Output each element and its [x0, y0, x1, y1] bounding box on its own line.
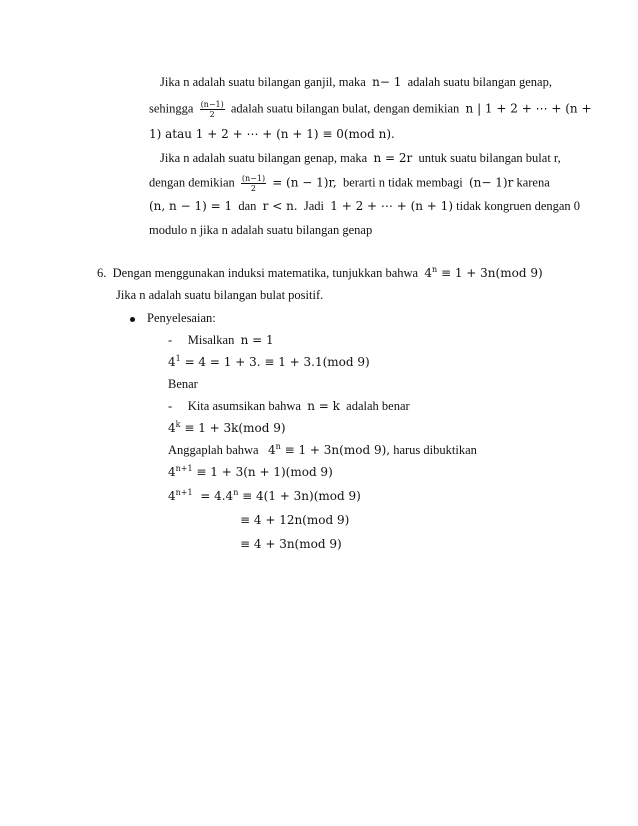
q6-line2: [116, 287, 323, 303]
line-b-sup: k: [175, 420, 181, 429]
line-f-text: ≡ 4 + 12n(mod 9): [240, 513, 350, 527]
solution-label: Penyelesaian:: [147, 311, 216, 325]
line-g: [240, 536, 342, 552]
q6-line2-text: Jika n adalah suatu bilangan bulat positif.: [116, 288, 324, 302]
line-e-mid: = 4.4: [200, 489, 234, 503]
p2-l1-text: Jika n adalah suatu bilangan genap, maka: [160, 151, 368, 165]
p1-l3-math: 1) atau 1 + 2 + ⋯ + (n + 1) ≡ 0(mod n).: [149, 127, 395, 141]
step2-line: [168, 398, 410, 414]
p1-l1-text2: adalah suatu bilangan genap,: [407, 75, 552, 89]
step1-text: Misalkan: [187, 333, 235, 347]
benar-line: [168, 376, 198, 392]
line-a-rest: = 4 = 1 + 3. ≡ 1 + 3.1(mod 9): [184, 355, 370, 369]
line-c-base: 4: [267, 443, 276, 457]
p2-l2-text3: karena: [516, 175, 550, 190]
p2-l2-math: = (n − 1)r,: [272, 175, 337, 190]
q6-math-base: 4: [424, 266, 432, 280]
q6-text: Dengan menggunakan induksi matematika, tunjukkan bahwa: [112, 266, 419, 280]
p1-l1-text: Jika n adalah suatu bilangan ganjil, maka: [160, 75, 366, 89]
line-e: [168, 488, 361, 504]
p2-line3: [149, 198, 580, 214]
step2-text: Kita asumsikan bahwa: [187, 399, 301, 413]
fraction-denominator: 2: [209, 110, 215, 119]
q6-number: 6.: [97, 266, 107, 280]
line-a-sup: 1: [175, 354, 181, 363]
line-c-text: Anggaplah bahwa: [168, 443, 259, 457]
p1-l1-math: n− 1: [372, 75, 402, 89]
line-e-sup: n+1: [175, 488, 193, 497]
p2-l2-math2: (n− 1)r: [468, 175, 514, 190]
line-b: [168, 420, 286, 436]
p1-line1: [160, 74, 552, 90]
p2-l4-text: modulo n jika n adalah suatu bilangan genap: [149, 223, 373, 237]
p2-line2: [149, 174, 550, 193]
bullet-icon: [130, 317, 135, 322]
solution-bullet: [130, 310, 216, 326]
p2-l1-math: n = 2r: [373, 151, 413, 165]
line-g-text: ≡ 4 + 3n(mod 9): [240, 537, 342, 551]
p2-l3-math3: 1 + 2 + ⋯ + (n + 1): [330, 199, 453, 213]
line-c-sup: n: [275, 442, 281, 451]
step2-dash: -: [168, 399, 173, 413]
fraction-denominator: 2: [250, 184, 257, 193]
p2-line1: [160, 150, 561, 166]
fraction-numerator: (n−1): [200, 100, 224, 109]
q6-math: [424, 266, 542, 280]
p2-l1-text2: untuk suatu bilangan bulat r,: [418, 151, 561, 165]
step2-text2: adalah benar: [346, 399, 410, 413]
p1-l2-fraction: [200, 100, 225, 119]
step1-dash: -: [168, 333, 173, 347]
line-f: [240, 512, 349, 528]
p2-l2-text2: berarti n tidak membagi: [342, 175, 463, 190]
p2-l2-fraction: [241, 174, 266, 193]
line-d-sup: n+1: [175, 464, 193, 473]
p2-l3-text3: tidak kongruen dengan 0: [456, 199, 581, 213]
line-b-base: 4: [168, 421, 176, 435]
line-a-base: 4: [168, 355, 176, 369]
line-c: [168, 442, 477, 458]
p1-l2-math: n | 1 + 2 + ⋯ + (n +: [465, 101, 592, 116]
p1-l2-text: sehingga: [149, 101, 194, 116]
line-a: [168, 354, 370, 370]
p1-l2-text2: adalah suatu bilangan bulat, dengan demikian: [230, 101, 460, 116]
p2-l2-text: dengan demikian: [149, 175, 235, 190]
p2-l3-math: (n, n − 1) = 1: [149, 199, 233, 213]
p1-line3: [149, 126, 395, 142]
line-d-base: 4: [168, 465, 176, 479]
line-e-sup2: n: [233, 488, 239, 497]
q6-math-rest: ≡ 1 + 3n(mod 9): [440, 266, 543, 280]
p2-l3-math2: r < n.: [262, 199, 298, 213]
line-c-text2: harus dibuktikan: [393, 443, 477, 457]
benar-text: Benar: [168, 377, 198, 391]
q6-math-sup: n: [432, 265, 438, 274]
fraction-numerator: (n−1): [241, 174, 266, 183]
line-e-base: 4: [168, 489, 176, 503]
p2-line4: [149, 222, 372, 238]
p2-l3-text: dan: [238, 199, 257, 213]
step1-math: n = 1: [240, 333, 274, 347]
line-e-rest: ≡ 4(1 + 3n)(mod 9): [242, 489, 361, 503]
q6-line1: [97, 265, 543, 281]
p1-line2: [149, 100, 592, 119]
line-b-rest: ≡ 1 + 3k(mod 9): [184, 421, 286, 435]
line-d: [168, 464, 333, 480]
step1-line: [168, 332, 274, 348]
line-c-math: [268, 443, 390, 457]
step2-math: n = k: [307, 399, 340, 413]
line-d-rest: ≡ 1 + 3(n + 1)(mod 9): [196, 465, 333, 479]
line-c-rest: ≡ 1 + 3n(mod 9),: [284, 443, 391, 457]
p2-l3-text2: Jadi: [303, 199, 325, 213]
